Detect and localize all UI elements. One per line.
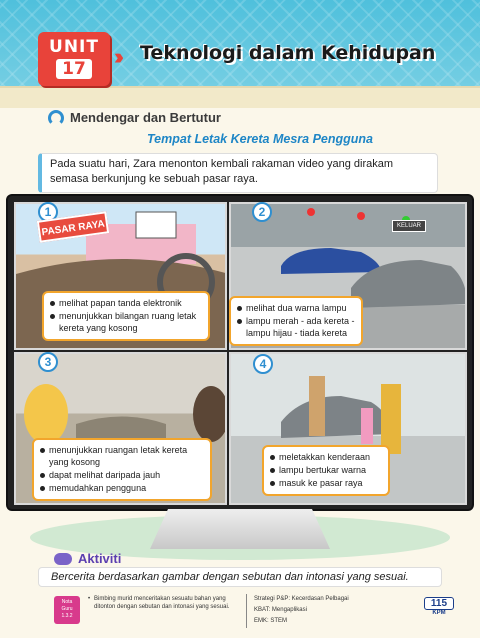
panel-4-bullets	[262, 445, 390, 496]
badge-code: 1.3.2	[61, 613, 73, 619]
blue-car	[281, 248, 381, 274]
headphone-icon	[48, 110, 64, 126]
mother	[381, 384, 401, 454]
parked-car	[281, 396, 391, 438]
father	[309, 376, 325, 436]
unit-label: UNIT	[49, 37, 99, 57]
page-number: 115	[424, 597, 454, 610]
header-band	[0, 86, 480, 108]
list-item: masuk ke pasar raya	[270, 477, 382, 489]
list-item: menunjukkan bilangan ruang letak kereta yang kosong	[50, 310, 202, 334]
panel-3-bullets	[32, 438, 212, 501]
exit-sign: KELUAR	[392, 220, 426, 232]
unit-title: Teknologi dalam Kehidupan	[140, 42, 436, 64]
strategy-text: Strategi P&P: Kecerdasan Pelbagai	[254, 596, 349, 602]
gamepad-icon	[54, 553, 72, 565]
list-item: lampu merah - ada kereta - lampu hijau - tiada kereta	[237, 315, 355, 339]
panel-number-2: 2	[252, 202, 272, 222]
red-light	[357, 212, 365, 220]
publisher-logo: KPM	[432, 610, 446, 616]
intro-text: Pada suatu hari, Zara menonton kembali rakaman video yang dirakam semasa berkunjung ke sebuah pasar raya.	[38, 153, 438, 193]
list-item: dapat melihat daripada jauh	[40, 469, 204, 481]
section-title: Mendengar dan Bertutur	[70, 110, 221, 125]
footer-info	[254, 594, 349, 627]
list-item: lampu bertukar warna	[270, 464, 382, 476]
unit-badge	[38, 32, 110, 86]
panel-number-4: 4	[253, 354, 273, 374]
section-subtitle: Tempat Letak Kereta Mesra Pengguna	[147, 132, 373, 146]
emk-text: EMK: STEM	[254, 618, 288, 624]
child	[361, 408, 373, 444]
list-item: melihat dua warna lampu	[237, 302, 355, 314]
panel-number-3: 3	[38, 352, 58, 372]
parking-display-board	[136, 212, 176, 238]
tv-stand	[150, 509, 330, 549]
activity-instruction: Bercerita berdasarkan gambar dengan sebutan dan intonasi yang sesuai.	[38, 567, 442, 587]
red-light	[307, 208, 315, 216]
panel-number-1: 1	[38, 202, 58, 222]
teacher-note	[88, 595, 238, 611]
badge-line-2: Guru	[61, 606, 73, 612]
list-item: menunjukkan ruangan letak kereta yang kosong	[40, 444, 204, 468]
footer-divider	[246, 594, 247, 628]
activity-title: Aktiviti	[78, 551, 122, 566]
badge-line-1: Nota	[61, 599, 73, 605]
list-item: meletakkan kenderaan	[270, 451, 382, 463]
pasar-raya-sign: PASAR RAYA	[37, 211, 109, 243]
unit-number: 17	[56, 59, 92, 79]
panel-2-bullets	[229, 296, 363, 346]
arrow-decoration-icon: ›››	[114, 44, 118, 69]
panel-1-bullets	[42, 291, 210, 341]
page-number-box	[424, 597, 454, 616]
passenger-hijab	[24, 384, 68, 444]
list-item: melihat papan tanda elektronik	[50, 297, 202, 309]
teacher-note-text: • Bimbing murid menceritakan sesuatu bahan yang ditonton dengan sebutan dan intonasi yang sesuai.	[88, 595, 238, 611]
kbat-text: KBAT: Mengaplikasi	[254, 607, 307, 613]
list-item: memudahkan pengguna	[40, 482, 204, 494]
teacher-note-badge	[54, 596, 80, 624]
driver	[193, 386, 227, 442]
